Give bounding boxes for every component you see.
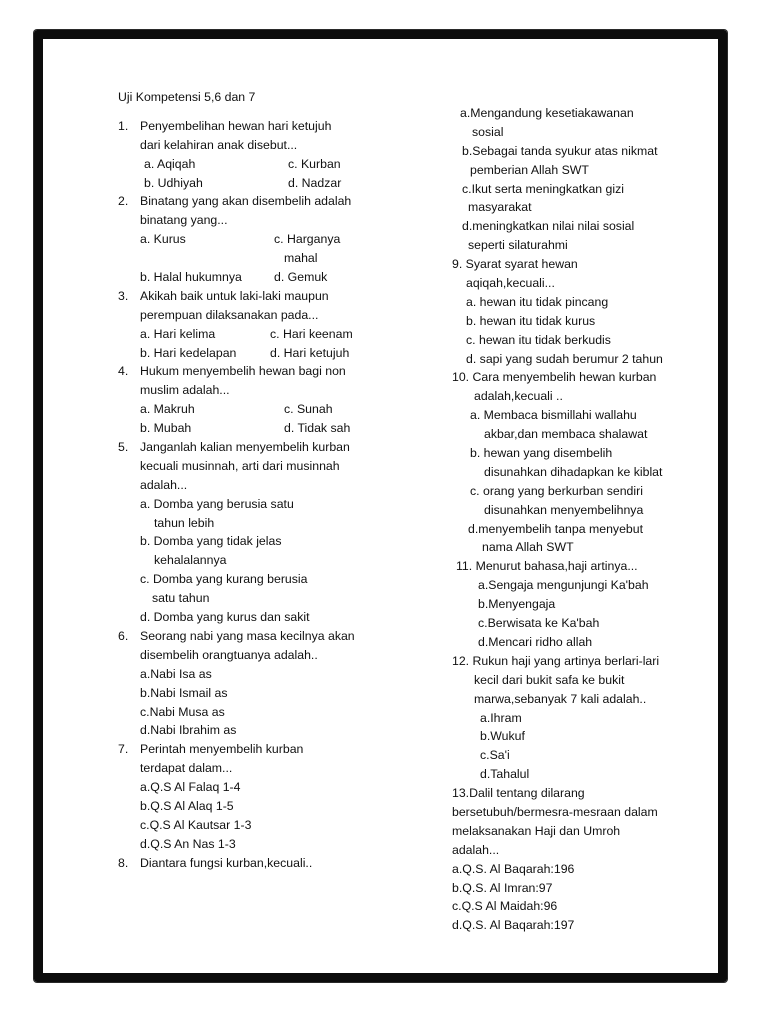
line-text: d. sapi yang sudah berumur 2 tahun bbox=[466, 351, 663, 366]
line-text: Akikah baik untuk laki-laki maupun bbox=[140, 288, 329, 303]
question-number: 2. bbox=[118, 194, 129, 209]
line-text: a. Aqiqah bbox=[144, 156, 196, 171]
text-line bbox=[452, 784, 732, 803]
text-line bbox=[452, 557, 732, 576]
line-text: b. hewan yang disembelih bbox=[470, 446, 613, 461]
title-text: Uji Kompetensi 5,6 dan 7 bbox=[118, 90, 256, 104]
line-text: a. Kurus bbox=[140, 232, 186, 247]
text-line bbox=[452, 444, 732, 463]
line-text: Seorang nabi yang masa kecilnya akan bbox=[140, 628, 355, 643]
question-number: 7. bbox=[118, 742, 129, 757]
text-line bbox=[118, 155, 368, 174]
line-text: b.Wukuf bbox=[480, 729, 525, 744]
text-line bbox=[118, 325, 368, 344]
line-text: a. Makruh bbox=[140, 402, 195, 417]
text-line bbox=[452, 368, 732, 387]
question-number: 3. bbox=[118, 288, 129, 303]
question-number: 1. bbox=[118, 118, 129, 133]
line-text: b.Menyengaja bbox=[478, 597, 556, 612]
line-text: akbar,dan membaca shalawat bbox=[484, 427, 648, 442]
line-text: b. hewan itu tidak kurus bbox=[466, 313, 596, 328]
option-text: d. Gemuk bbox=[274, 270, 328, 285]
line-text: b. Hari kedelapan bbox=[140, 345, 237, 360]
text-line bbox=[118, 136, 368, 155]
line-text: b. Udhiyah bbox=[144, 175, 203, 190]
line-text: d.meningkatkan nilai nilai sosial bbox=[462, 219, 635, 234]
text-line bbox=[452, 614, 732, 633]
text-line bbox=[118, 400, 368, 419]
text-line bbox=[118, 608, 368, 627]
line-text: Hukum menyembelih hewan bagi non bbox=[140, 364, 346, 379]
text-line bbox=[118, 721, 368, 740]
text-line bbox=[118, 740, 368, 759]
text-line bbox=[118, 419, 368, 438]
line-text: seperti silaturahmi bbox=[468, 238, 568, 253]
line-text: a.Mengandung kesetiakawanan bbox=[460, 106, 634, 120]
line-text: d.Q.S. Al Baqarah:197 bbox=[452, 918, 575, 933]
text-line bbox=[452, 690, 732, 709]
text-line bbox=[118, 532, 368, 551]
text-line bbox=[452, 538, 732, 557]
option-text: c. Harganya bbox=[274, 232, 341, 247]
option-text: mahal bbox=[284, 251, 318, 266]
line-text: perempuan dilaksanakan pada... bbox=[140, 307, 319, 322]
line-text: 11. Menurut bahasa,haji artinya... bbox=[456, 559, 638, 574]
line-text: c.Berwisata ke Ka'bah bbox=[478, 616, 600, 631]
line-text: a.Sengaja mengunjungi Ka'bah bbox=[478, 578, 649, 593]
text-line bbox=[118, 344, 368, 363]
line-text: adalah... bbox=[452, 842, 500, 857]
line-text: melaksanakan Haji dan Umroh bbox=[452, 823, 621, 838]
line-text: tahun lebih bbox=[154, 515, 215, 530]
text-line bbox=[118, 646, 368, 665]
text-line bbox=[118, 589, 368, 608]
text-line bbox=[452, 142, 732, 161]
line-text: adalah,kecuali .. bbox=[474, 389, 563, 404]
text-line bbox=[452, 236, 732, 255]
text-line bbox=[452, 331, 732, 350]
line-text: d.Tahalul bbox=[480, 767, 530, 782]
text-line bbox=[452, 803, 732, 822]
line-text: Perintah menyembelih kurban bbox=[140, 742, 304, 757]
line-text: a.Nabi Isa as bbox=[140, 666, 212, 681]
text-line bbox=[452, 879, 732, 898]
line-text: a. Domba yang berusia satu bbox=[140, 496, 294, 511]
question-number: 6. bbox=[118, 628, 129, 643]
text-line bbox=[118, 381, 368, 400]
line-text: a. hewan itu tidak pincang bbox=[466, 294, 609, 309]
text-line bbox=[452, 425, 732, 444]
option-text: c. Kurban bbox=[288, 156, 341, 171]
text-line bbox=[118, 192, 368, 211]
line-text: a. Membaca bismillahi wallahu bbox=[470, 408, 637, 423]
line-text: disunahkan menyembelihnya bbox=[484, 502, 644, 517]
line-text: kehalalannya bbox=[154, 553, 227, 568]
line-text: nama Allah SWT bbox=[482, 540, 574, 555]
question-number: 5. bbox=[118, 440, 129, 455]
line-text: b.Sebagai tanda syukur atas nikmat bbox=[462, 143, 658, 158]
option-text: c. Hari keenam bbox=[270, 326, 353, 341]
line-text: Janganlah kalian menyembelih kurban bbox=[140, 440, 350, 455]
line-text: c.Q.S Al Maidah:96 bbox=[452, 899, 558, 914]
text-line bbox=[452, 727, 732, 746]
text-line bbox=[118, 551, 368, 570]
line-text: Penyembelihan hewan hari ketujuh bbox=[140, 118, 332, 133]
text-line bbox=[452, 123, 732, 142]
line-text: a. Hari kelima bbox=[140, 326, 216, 341]
text-line bbox=[118, 457, 368, 476]
line-text: c. orang yang berkurban sendiri bbox=[470, 483, 643, 498]
text-line bbox=[118, 627, 368, 646]
line-text: c.Q.S Al Kautsar 1-3 bbox=[140, 817, 252, 832]
text-line bbox=[452, 482, 732, 501]
text-line bbox=[452, 746, 732, 765]
line-text: d.Q.S An Nas 1-3 bbox=[140, 836, 236, 851]
text-line bbox=[452, 104, 732, 123]
text-line bbox=[452, 161, 732, 180]
text-line bbox=[118, 797, 368, 816]
text-line bbox=[452, 595, 732, 614]
line-text: marwa,sebanyak 7 kali adalah.. bbox=[474, 691, 647, 706]
line-text: Binatang yang akan disembelih adalah bbox=[140, 194, 352, 209]
option-text: c. Sunah bbox=[284, 402, 333, 417]
line-text: b. Halal hukumnya bbox=[140, 270, 242, 285]
text-line bbox=[452, 387, 732, 406]
text-line bbox=[118, 362, 368, 381]
text-line bbox=[452, 652, 732, 671]
line-text: 9. Syarat syarat hewan bbox=[452, 257, 578, 272]
line-text: dari kelahiran anak disebut... bbox=[140, 137, 298, 152]
line-text: Diantara fungsi kurban,kecuali.. bbox=[140, 855, 313, 870]
line-text: b. Domba yang tidak jelas bbox=[140, 534, 282, 549]
text-line bbox=[452, 293, 732, 312]
text-line bbox=[452, 916, 732, 935]
text-line bbox=[452, 671, 732, 690]
line-text: kecil dari bukit safa ke bukit bbox=[474, 672, 625, 687]
text-line bbox=[118, 495, 368, 514]
line-text: d.menyembelih tanpa menyebut bbox=[468, 521, 643, 536]
line-text: pemberian Allah SWT bbox=[470, 162, 589, 177]
question-number: 4. bbox=[118, 364, 129, 379]
line-text: aqiqah,kecuali... bbox=[466, 276, 555, 291]
text-line bbox=[118, 816, 368, 835]
text-line bbox=[452, 633, 732, 652]
line-text: muslim adalah... bbox=[140, 383, 230, 398]
text-line bbox=[118, 778, 368, 797]
line-text: binatang yang... bbox=[140, 213, 228, 228]
document-title bbox=[118, 88, 368, 107]
line-text: b.Q.S. Al Imran:97 bbox=[452, 880, 553, 895]
line-text: c. hewan itu tidak berkudis bbox=[466, 332, 611, 347]
line-text: adalah... bbox=[140, 477, 188, 492]
text-line bbox=[452, 255, 732, 274]
line-text: d. Domba yang kurus dan sakit bbox=[140, 610, 310, 625]
text-line bbox=[118, 835, 368, 854]
line-text: disembelih orangtuanya adalah.. bbox=[140, 647, 318, 662]
line-text: 10. Cara menyembelih hewan kurban bbox=[452, 370, 657, 385]
question-number: 8. bbox=[118, 855, 129, 870]
text-line bbox=[118, 174, 368, 193]
text-line bbox=[118, 703, 368, 722]
text-line bbox=[118, 268, 368, 287]
line-text: d.Nabi Ibrahim as bbox=[140, 723, 237, 738]
text-line bbox=[452, 841, 732, 860]
text-line bbox=[452, 822, 732, 841]
text-line bbox=[452, 198, 732, 217]
line-text: c.Ikut serta meningkatkan gizi bbox=[462, 181, 624, 196]
line-text: bersetubuh/bermesra-mesraan dalam bbox=[452, 804, 658, 819]
text-line bbox=[118, 306, 368, 325]
text-line bbox=[452, 860, 732, 879]
line-text: c. Domba yang kurang berusia bbox=[140, 572, 308, 587]
line-text: d.Mencari ridho allah bbox=[478, 634, 593, 649]
line-text: masyarakat bbox=[468, 200, 532, 215]
line-text: c.Nabi Musa as bbox=[140, 704, 225, 719]
text-line bbox=[452, 312, 732, 331]
text-line bbox=[118, 287, 368, 306]
text-line bbox=[118, 230, 368, 249]
text-line bbox=[452, 217, 732, 236]
text-line bbox=[118, 854, 368, 873]
line-text: a.Q.S Al Falaq 1-4 bbox=[140, 780, 241, 795]
text-line bbox=[452, 274, 732, 293]
text-line bbox=[452, 897, 732, 916]
text-line bbox=[118, 665, 368, 684]
line-text: satu tahun bbox=[152, 591, 210, 606]
text-line bbox=[452, 765, 732, 784]
line-text: 12. Rukun haji yang artinya berlari-lari bbox=[452, 653, 660, 668]
text-line bbox=[452, 180, 732, 199]
text-line bbox=[452, 463, 732, 482]
line-text: b.Nabi Ismail as bbox=[140, 685, 228, 700]
option-text: d. Hari ketujuh bbox=[270, 345, 350, 360]
text-line bbox=[452, 406, 732, 425]
line-text: a.Q.S. Al Baqarah:196 bbox=[452, 861, 575, 876]
right-column bbox=[452, 104, 732, 935]
text-line bbox=[452, 350, 732, 369]
left-column bbox=[118, 88, 368, 873]
line-text: kecuali musinnah, arti dari musinnah bbox=[140, 458, 340, 473]
text-line bbox=[118, 249, 368, 268]
option-text: d. Nadzar bbox=[288, 175, 342, 190]
line-text: b. Mubah bbox=[140, 421, 192, 436]
text-line bbox=[118, 684, 368, 703]
text-line bbox=[452, 576, 732, 595]
text-line bbox=[118, 570, 368, 589]
line-text: sosial bbox=[472, 124, 504, 139]
text-line bbox=[118, 759, 368, 778]
text-line bbox=[118, 514, 368, 533]
text-line bbox=[118, 476, 368, 495]
text-line bbox=[452, 520, 732, 539]
text-line bbox=[118, 211, 368, 230]
line-text: a.Ihram bbox=[480, 710, 522, 725]
text-line bbox=[118, 438, 368, 457]
text-line bbox=[118, 117, 368, 136]
line-text: 13.Dalil tentang dilarang bbox=[452, 786, 585, 801]
line-text: disunahkan dihadapkan ke kiblat bbox=[484, 464, 663, 479]
line-text: b.Q.S Al Alaq 1-5 bbox=[140, 798, 234, 813]
line-text: terdapat dalam... bbox=[140, 761, 233, 776]
text-line bbox=[452, 501, 732, 520]
option-text: d. Tidak sah bbox=[284, 421, 351, 436]
line-text: c.Sa'i bbox=[480, 748, 510, 763]
text-line bbox=[452, 709, 732, 728]
